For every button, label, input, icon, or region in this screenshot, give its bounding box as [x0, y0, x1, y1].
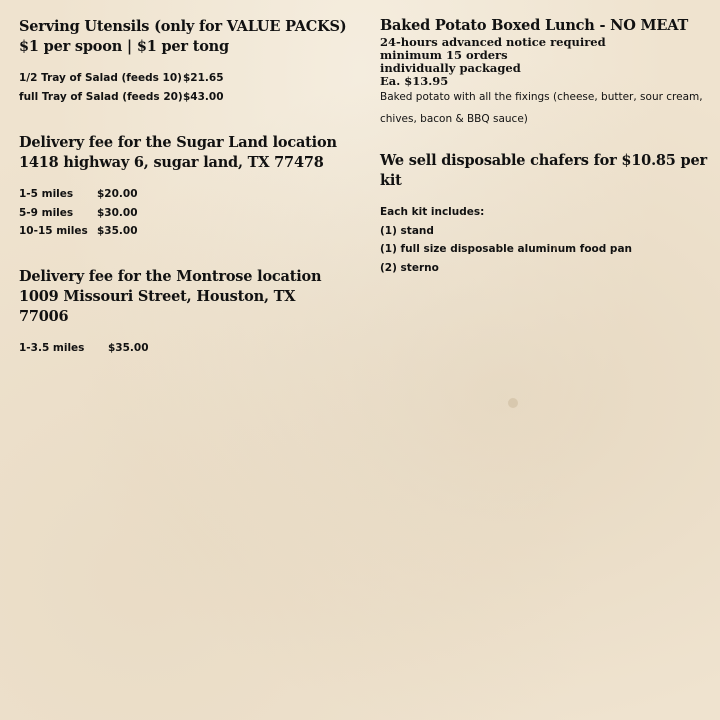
salad-half-price: $21.65: [183, 72, 224, 84]
fee-price: $30.00: [97, 206, 138, 219]
chafers-heading: We sell disposable chafers for $10.85 per kit: [380, 152, 707, 189]
kit-title: Each kit includes:: [380, 206, 485, 218]
salad-full-price: $43.00: [183, 90, 224, 103]
utensils-heading: Serving Utensils (only for VALUE PACKS) $1 per spoon | $1 per tong: [19, 18, 347, 55]
salad-full-label: full Tray of Salad (feeds 20): [19, 90, 183, 103]
sugar-land-section: [19, 133, 349, 241]
sugar-land-fees: [19, 185, 349, 241]
potato-heading: Baked Potato Boxed Lunch - NO MEAT: [380, 17, 689, 34]
fee-range: 5-9 miles: [19, 206, 74, 219]
potato-note: minimum 15 orders: [380, 48, 508, 62]
paper-speck: [553, 246, 557, 250]
kit-item: (2) sterno: [380, 261, 439, 274]
potato-note: 24-hours advanced notice required: [380, 35, 606, 49]
montrose-heading: Delivery fee for the Montrose location 1009 Missouri Street, Houston, TX 77006: [19, 268, 322, 325]
potato-section: [380, 16, 710, 130]
chafers-section: [380, 151, 710, 277]
salad-list: [19, 69, 349, 106]
fee-range: 10-15 miles: [19, 225, 88, 237]
fee-range: 1-5 miles: [19, 188, 74, 200]
montrose-section: [19, 267, 349, 358]
fee-price: $35.00: [97, 225, 138, 237]
paper-speck: [508, 398, 518, 408]
potato-price: Ea. $13.95: [380, 74, 449, 88]
fee-price: $20.00: [97, 188, 138, 200]
montrose-fees: [19, 339, 349, 358]
fee-range: 1-3.5 miles: [19, 342, 85, 354]
kit-list: [380, 203, 710, 277]
salad-half-label: 1/2 Tray of Salad (feeds 10): [19, 72, 182, 84]
potato-description: Baked potato with all the fixings (cheese, butter, sour cream, chives, bacon & BBQ sauce): [380, 91, 703, 125]
sugar-land-heading: Delivery fee for the Sugar Land location 1418 highway 6, sugar land, TX 77478: [19, 134, 337, 171]
potato-note: individually packaged: [380, 61, 521, 75]
kit-item: (1) full size disposable aluminum food pan: [380, 243, 633, 255]
utensils-section: [19, 17, 349, 106]
fee-price: $35.00: [108, 342, 149, 354]
kit-item: (1) stand: [380, 224, 434, 237]
